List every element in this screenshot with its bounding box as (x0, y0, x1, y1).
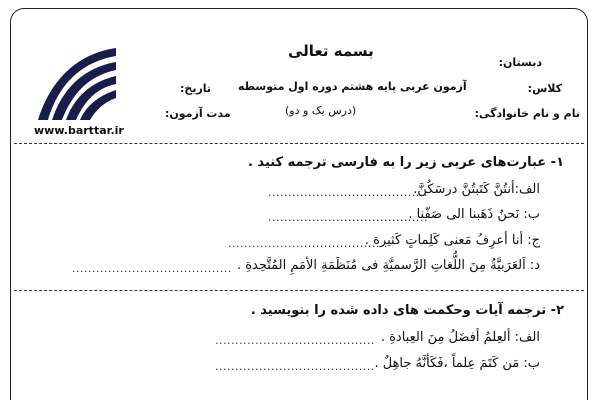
site-url: www.barttar.ir (34, 124, 124, 137)
question-1-item-a: الف:أنتُنَّ کَتَبتُنَّ درسَکُنَّ. (413, 182, 540, 197)
name-label: نام و نام خانوادگی: (474, 107, 580, 120)
question-1-item-c: ج: أنا أعرِفُ مَعنی کَلِماتٍ کَثیرة . (364, 233, 540, 248)
question-2-item-a: الف: ألعِلمُ أفضَلُ مِنَ العِبادةِ . (380, 330, 540, 345)
page-title: بسمه تعالی (288, 42, 374, 60)
question-2-item-b: ب: مَن کَتَمَ عِلماً ،فَکَأنَّهُ جاهِلٌ . (374, 356, 540, 371)
question-1-item-d: د: اَلعَرَبیَّةُ مِنَ اللُّغاتِ الرَّسمیَّةِ فی مُنَظَمَةِ الأمَمِ المُتَّحِدةِ . (236, 258, 540, 273)
question-2-title: ۲- ترجمه آیات وحکمت های داده شده را بنویسید . (250, 303, 564, 318)
lessons-note: (درس یک و دو) (285, 104, 357, 117)
answer-line: ........................................ (215, 360, 375, 373)
answer-line: ........................................ (228, 237, 388, 250)
question-1-item-b: ب: نَحنُ ذَهَبنا الی صَفّنا . (408, 207, 540, 222)
exam-title: آزمون عربی پایه هشتم دوره اول متوسطه (238, 80, 467, 93)
question-1-title: ۱- عبارت‌های عربی زیر را به فارسی ترجمه کنید . (247, 155, 564, 170)
duration-label: مدت آزمون: (165, 107, 231, 120)
class-label: کلاس: (527, 82, 562, 95)
answer-line: ........................................ (215, 334, 375, 347)
question-divider (14, 290, 584, 291)
date-label: تاریخ: (180, 82, 212, 95)
header-divider (14, 143, 584, 144)
school-label: دبستان: (498, 56, 542, 69)
answer-line: ........................................ (268, 186, 428, 199)
answer-line: ........................................ (268, 211, 428, 224)
barttar-logo-icon (30, 42, 120, 122)
answer-line: ........................................ (72, 262, 232, 275)
